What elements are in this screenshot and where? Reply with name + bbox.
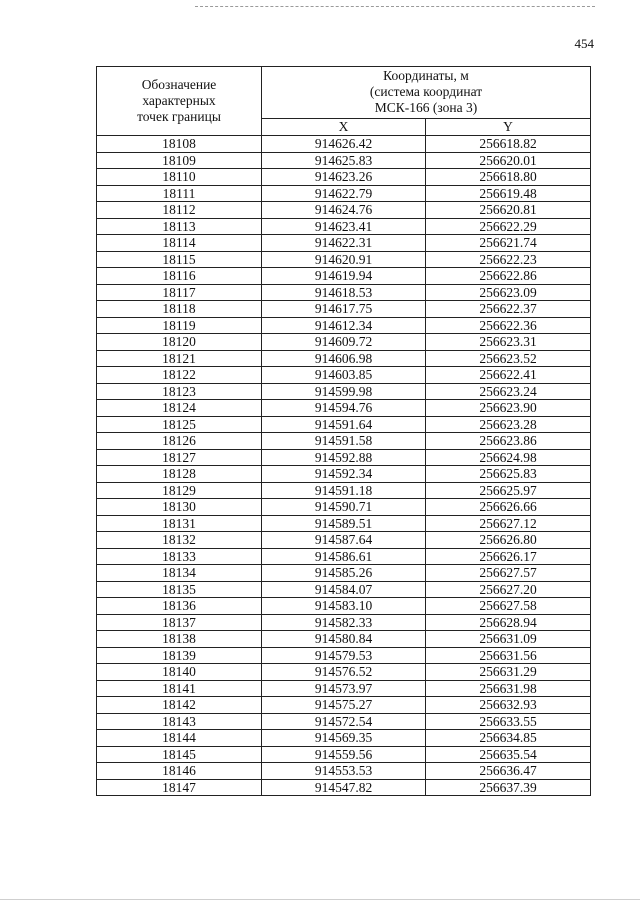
y-coordinate-cell: 256625.97 [426,482,591,499]
x-coordinate-cell: 914547.82 [262,779,426,796]
y-coordinate-cell: 256623.24 [426,383,591,400]
table-row [97,647,591,664]
y-coordinate-cell: 256627.12 [426,515,591,532]
point-id-cell: 18140 [97,664,262,681]
scan-top-edge-line [195,6,595,7]
y-coordinate-cell: 256632.93 [426,697,591,714]
y-coordinate-cell: 256618.80 [426,169,591,186]
y-coordinate-cell: 256622.41 [426,367,591,384]
y-coordinate-cell: 256623.09 [426,284,591,301]
y-coordinate-cell: 256631.09 [426,631,591,648]
y-coordinate-cell: 256620.81 [426,202,591,219]
point-id-cell: 18138 [97,631,262,648]
y-coordinate-cell: 256635.54 [426,746,591,763]
table-row [97,581,591,598]
x-coordinate-cell: 914584.07 [262,581,426,598]
y-coordinate-cell: 256622.29 [426,218,591,235]
y-coordinate-cell: 256634.85 [426,730,591,747]
point-id-cell: 18122 [97,367,262,384]
point-id-cell: 18132 [97,532,262,549]
table-row [97,482,591,499]
y-coordinate-cell: 256620.01 [426,152,591,169]
table-row [97,284,591,301]
y-coordinate-cell: 256622.36 [426,317,591,334]
x-coordinate-cell: 914618.53 [262,284,426,301]
point-id-cell: 18139 [97,647,262,664]
coordinates-header-line: МСК-166 (зона 3) [374,100,478,116]
point-id-cell: 18141 [97,680,262,697]
point-id-cell: 18125 [97,416,262,433]
point-id-cell: 18129 [97,482,262,499]
table-row [97,334,591,351]
x-coordinate-cell: 914623.41 [262,218,426,235]
x-coordinate-cell: 914572.54 [262,713,426,730]
x-coordinate-cell: 914590.71 [262,499,426,516]
table-row [97,680,591,697]
point-id-cell: 18114 [97,235,262,252]
table-row [97,449,591,466]
point-id-cell: 18145 [97,746,262,763]
y-coordinate-cell: 256622.37 [426,301,591,318]
x-coordinate-cell: 914594.76 [262,400,426,417]
point-id-cell: 18131 [97,515,262,532]
point-id-cell: 18109 [97,152,262,169]
y-coordinate-cell: 256631.29 [426,664,591,681]
y-coordinate-cell: 256623.31 [426,334,591,351]
point-designation-header-line: точек границы [137,109,221,124]
table-row [97,301,591,318]
point-id-cell: 18133 [97,548,262,565]
x-coordinate-cell: 914609.72 [262,334,426,351]
y-coordinate-cell: 256618.82 [426,136,591,153]
table-row [97,136,591,153]
x-coordinate-cell: 914587.64 [262,532,426,549]
table-row [97,532,591,549]
table-row [97,598,591,615]
table-row [97,202,591,219]
point-id-cell: 18146 [97,763,262,780]
table-row [97,466,591,483]
y-coordinate-cell: 256631.56 [426,647,591,664]
x-coordinate-cell: 914591.64 [262,416,426,433]
y-coordinate-cell: 256623.52 [426,350,591,367]
point-id-cell: 18137 [97,614,262,631]
table-row [97,235,591,252]
scan-bottom-edge-line [0,899,640,900]
x-coordinate-cell: 914620.91 [262,251,426,268]
point-id-cell: 18113 [97,218,262,235]
x-coordinate-cell: 914599.98 [262,383,426,400]
y-coordinate-cell: 256627.57 [426,565,591,582]
table-row [97,383,591,400]
point-id-cell: 18130 [97,499,262,516]
table-row [97,268,591,285]
page-number: 454 [574,36,594,51]
table-row [97,614,591,631]
coordinates-header-line: (система координат [369,84,483,100]
coordinates-header-line: Координаты, м [383,68,469,84]
y-coordinate-cell: 256622.23 [426,251,591,268]
x-coordinate-cell: 914603.85 [262,367,426,384]
table-row [97,218,591,235]
x-coordinate-cell: 914582.33 [262,614,426,631]
x-coordinate-cell: 914617.75 [262,301,426,318]
point-id-cell: 18124 [97,400,262,417]
point-designation-header-line: Обозначение [141,77,217,92]
coordinates-table [96,66,591,796]
x-coordinate-cell: 914624.76 [262,202,426,219]
y-coordinate-cell: 256637.39 [426,779,591,796]
table-row [97,169,591,186]
y-coordinate-cell: 256627.20 [426,581,591,598]
y-coordinate-cell: 256627.58 [426,598,591,615]
x-coordinate-cell: 914573.97 [262,680,426,697]
y-coordinate-cell: 256621.74 [426,235,591,252]
x-coordinate-cell: 914576.52 [262,664,426,681]
table-row [97,251,591,268]
table-row [97,779,591,796]
y-coordinate-cell: 256633.55 [426,713,591,730]
x-coordinate-cell: 914592.34 [262,466,426,483]
x-coordinate-cell: 914591.18 [262,482,426,499]
y-coordinate-cell: 256623.28 [426,416,591,433]
y-coordinate-cell: 256631.98 [426,680,591,697]
x-coordinate-cell: 914583.10 [262,598,426,615]
table-row [97,350,591,367]
x-coordinate-cell: 914579.53 [262,647,426,664]
x-coordinate-cell: 914580.84 [262,631,426,648]
table-row [97,631,591,648]
x-coordinate-cell: 914622.31 [262,235,426,252]
table-row [97,416,591,433]
table-row [97,515,591,532]
x-coordinate-cell: 914591.58 [262,433,426,450]
point-id-cell: 18116 [97,268,262,285]
y-column-header: Y [426,118,591,135]
x-coordinate-cell: 914625.83 [262,152,426,169]
point-id-cell: 18111 [97,185,262,202]
x-coordinate-cell: 914585.26 [262,565,426,582]
point-id-cell: 18120 [97,334,262,351]
point-id-cell: 18112 [97,202,262,219]
point-id-cell: 18117 [97,284,262,301]
x-coordinate-cell: 914623.26 [262,169,426,186]
table-row [97,317,591,334]
y-coordinate-cell: 256628.94 [426,614,591,631]
table-row [97,400,591,417]
table-row [97,730,591,747]
point-id-cell: 18144 [97,730,262,747]
point-id-cell: 18119 [97,317,262,334]
point-id-cell: 18126 [97,433,262,450]
point-id-cell: 18123 [97,383,262,400]
y-coordinate-cell: 256626.80 [426,532,591,549]
point-id-cell: 18108 [97,136,262,153]
x-coordinate-cell: 914559.56 [262,746,426,763]
table-row [97,565,591,582]
y-coordinate-cell: 256626.66 [426,499,591,516]
y-coordinate-cell: 256624.98 [426,449,591,466]
point-id-cell: 18142 [97,697,262,714]
table-row [97,499,591,516]
point-id-cell: 18118 [97,301,262,318]
table-row [97,548,591,565]
point-id-cell: 18115 [97,251,262,268]
x-coordinate-cell: 914589.51 [262,515,426,532]
y-coordinate-cell: 256636.47 [426,763,591,780]
point-id-cell: 18143 [97,713,262,730]
table-row [97,152,591,169]
table-row [97,664,591,681]
point-id-cell: 18127 [97,449,262,466]
x-coordinate-cell: 914619.94 [262,268,426,285]
table-row [97,697,591,714]
table-row [97,185,591,202]
point-id-cell: 18110 [97,169,262,186]
y-coordinate-cell: 256623.90 [426,400,591,417]
y-coordinate-cell: 256623.86 [426,433,591,450]
point-designation-header-line: характерных [142,93,216,108]
x-coordinate-cell: 914569.35 [262,730,426,747]
table-row [97,433,591,450]
point-id-cell: 18134 [97,565,262,582]
table-row [97,763,591,780]
coordinates-table-header [97,67,591,136]
x-coordinate-cell: 914606.98 [262,350,426,367]
table-row [97,713,591,730]
x-column-header: X [262,118,426,135]
table-row [97,746,591,763]
y-coordinate-cell: 256622.86 [426,268,591,285]
x-coordinate-cell: 914586.61 [262,548,426,565]
x-coordinate-cell: 914622.79 [262,185,426,202]
x-coordinate-cell: 914612.34 [262,317,426,334]
point-id-cell: 18128 [97,466,262,483]
y-coordinate-cell: 256619.48 [426,185,591,202]
y-coordinate-cell: 256626.17 [426,548,591,565]
x-coordinate-cell: 914592.88 [262,449,426,466]
table-row [97,367,591,384]
x-coordinate-cell: 914553.53 [262,763,426,780]
coordinates-header [262,67,591,119]
point-id-cell: 18136 [97,598,262,615]
point-id-cell: 18147 [97,779,262,796]
x-coordinate-cell: 914626.42 [262,136,426,153]
coordinates-table-body [97,136,591,796]
y-coordinate-cell: 256625.83 [426,466,591,483]
x-coordinate-cell: 914575.27 [262,697,426,714]
point-id-cell: 18121 [97,350,262,367]
point-id-cell: 18135 [97,581,262,598]
point-designation-header [97,67,262,136]
